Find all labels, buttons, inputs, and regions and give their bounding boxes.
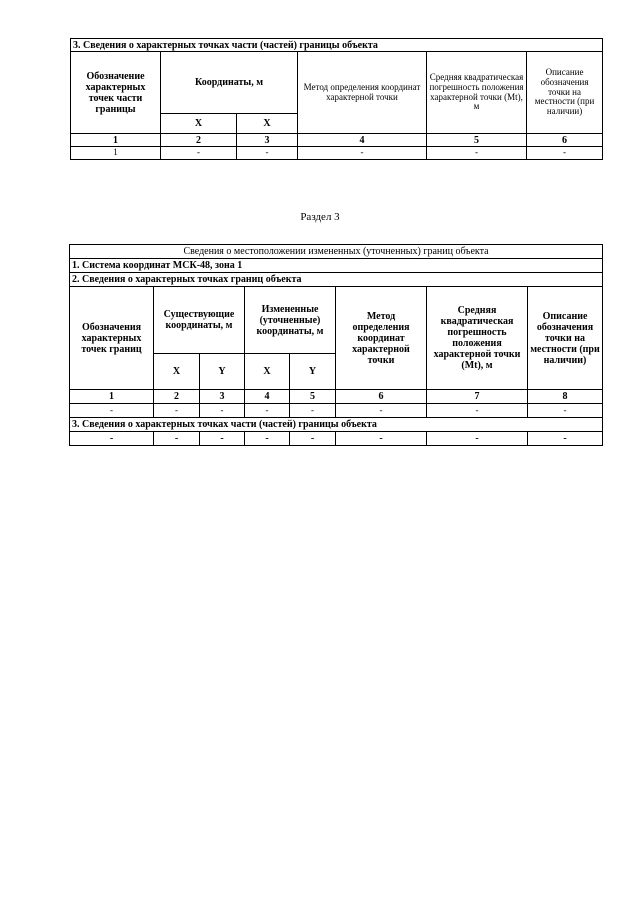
table-cell: - [290,432,336,446]
table-cell: - [70,432,154,446]
table1-title: 3. Сведения о характерных точках части (частей) границы объекта [71,39,603,52]
col-number: 3 [200,390,245,404]
table-cell: - [427,404,528,418]
table-cell: 1 [71,147,161,160]
col-number: 6 [527,134,603,147]
points-title: 2. Сведения о характерных точках границ объекта [70,273,603,287]
col-number: 5 [290,390,336,404]
table-cell: - [154,432,200,446]
header-x1: X [161,114,237,134]
header-description: Описание обозначения точки на местности (при наличии) [528,287,603,390]
table-cell: - [154,404,200,418]
table2-title: Сведения о местоположении измененных (уточненных) границ объекта [70,245,603,259]
header-x2: X [245,354,290,390]
col-number: 8 [528,390,603,404]
table-cell: - [336,432,427,446]
table-cell: - [200,404,245,418]
table-cell: - [290,404,336,418]
header-x1: X [154,354,200,390]
coordinate-system: 1. Система координат МСК-48, зона 1 [70,259,603,273]
col-number: 2 [161,134,237,147]
table-cell: - [237,147,298,160]
changed-boundaries-table [69,244,603,446]
table-cell: - [427,147,527,160]
table-cell: - [200,432,245,446]
part-points-table [70,38,603,160]
table-cell: - [245,404,290,418]
header-existing-coordinates: Существующие координаты, м [154,287,245,354]
col-number: 7 [427,390,528,404]
table-cell: - [161,147,237,160]
table-cell: - [527,147,603,160]
header-y1: Y [200,354,245,390]
header-changed-coordinates: Измененные (уточненные) координаты, м [245,287,336,354]
col-number: 4 [298,134,427,147]
col-number: 1 [70,390,154,404]
header-x2: X [237,114,298,134]
col-number: 3 [237,134,298,147]
table-cell: - [70,404,154,418]
section-title: Раздел 3 [300,211,340,223]
table-cell: - [528,432,603,446]
col-number: 4 [245,390,290,404]
header-y2: Y [290,354,336,390]
header-method: Метод определения координат характерной точки [298,52,427,134]
col-number: 6 [336,390,427,404]
table-cell: - [427,432,528,446]
col-number: 2 [154,390,200,404]
header-coordinates: Координаты, м [161,52,298,114]
table-cell: - [528,404,603,418]
header-accuracy: Средняя квадратическая погрешность положения характерной точки (Mt), м [427,287,528,390]
header-accuracy: Средняя квадратическая погрешность положения характерной точки (Mt), м [427,52,527,134]
header-description: Описание обозначения точки на местности (при наличии) [527,52,603,134]
col-number: 1 [71,134,161,147]
header-method: Метод определения координат характерной точки [336,287,427,390]
parts-title: 3. Сведения о характерных точках части (частей) границы объекта [70,418,603,432]
table-cell: - [298,147,427,160]
header-designation: Обозначение характерных точек части границы [71,52,161,134]
table-cell: - [336,404,427,418]
header-designation: Обозначения характерных точек границ [70,287,154,390]
col-number: 5 [427,134,527,147]
table-cell: - [245,432,290,446]
